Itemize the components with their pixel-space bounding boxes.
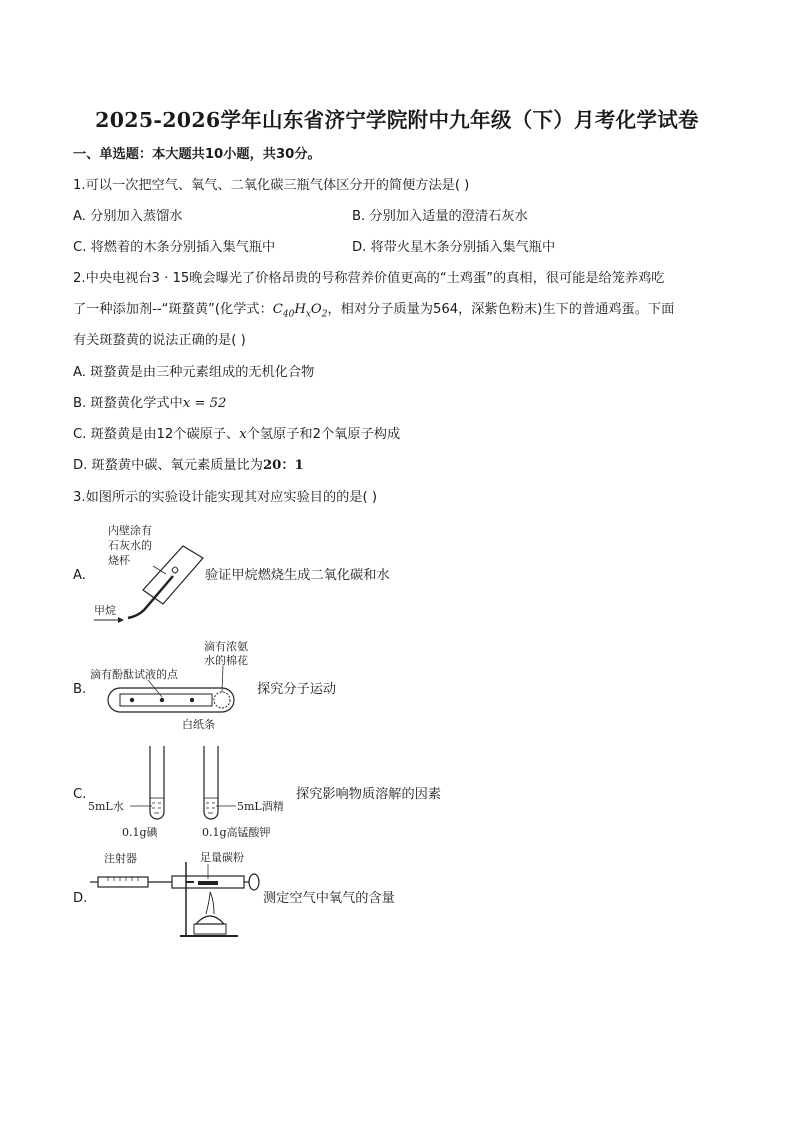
syringe-label: 注射器 — [104, 852, 137, 865]
left-liquid-label: 5mL水 — [88, 800, 124, 813]
q3-option-c-letter: C. — [73, 787, 87, 802]
q2-option-a: A. 斑蝥黄是由三种元素组成的无机化合物 — [73, 365, 315, 380]
q2-stem-line2-a: 了一种添加剂--“斑蝥黄”(化学式： — [73, 302, 273, 317]
q2-option-d — [73, 457, 304, 475]
tilted-beaker — [143, 546, 203, 604]
page-title: 2025-2026学年山东省济宁学院附中九年级（下）月考化学试卷 — [95, 108, 699, 132]
molecule-motion-figure — [88, 640, 248, 732]
section-heading: 一、单选题：本大题共10小题，共30分。 — [73, 147, 321, 162]
q1-option-d: D. 将带火星木条分别插入集气瓶中 — [352, 240, 556, 255]
oxygen-measurement-figure — [88, 848, 268, 944]
dissolution-figure — [86, 742, 296, 842]
gas-flow-arrowhead — [118, 617, 124, 623]
cotton-ball — [214, 692, 230, 708]
q2-option-c — [73, 426, 400, 444]
q2-stem-line2 — [73, 301, 674, 324]
left-liquid-hatch — [152, 803, 161, 813]
carbon-powder-label: 足量碳粉 — [200, 851, 244, 864]
formula-c: C — [272, 302, 283, 317]
syringe-barrel — [98, 877, 148, 887]
q2-option-c-suffix: 个氢原子和2个氧原子构成 — [246, 427, 401, 442]
q2-option-d-ratio: 20：1 — [262, 458, 304, 473]
q2-stem-line3: 有关斑蝥黄的说法正确的是( ) — [73, 333, 246, 348]
q3-option-b-caption: 探究分子运动 — [257, 682, 337, 697]
q3-stem: 3.如图所示的实验设计能实现其对应实验目的的是( ) — [73, 490, 377, 505]
beaker-label-line2: 石灰水的 — [108, 539, 152, 552]
q3-option-d-caption: 测定空气中氧气的含量 — [263, 891, 395, 906]
formula-h: H — [294, 302, 306, 317]
lamp-base — [194, 924, 226, 934]
indicator-dot — [130, 698, 134, 702]
q3-option-c-caption: 探究影响物质溶解的因素 — [296, 787, 442, 802]
indicator-dot — [160, 698, 164, 702]
beaker-label-line1: 内壁涂有 — [108, 524, 152, 537]
alcohol-lamp — [196, 916, 224, 924]
formula-o: O — [310, 302, 322, 317]
cotton-label-line2: 水的棉花 — [204, 654, 248, 667]
q2-option-b-prefix: B. 斑蝥黄化学式中 — [73, 396, 183, 411]
balloon — [249, 874, 259, 890]
right-liquid-label: 5mL酒精 — [237, 800, 284, 813]
q2-option-c-var: x — [239, 427, 247, 442]
carbon-powder — [198, 881, 218, 885]
flame — [172, 567, 178, 573]
q1-option-b: B. 分别加入适量的澄清石灰水 — [352, 209, 528, 224]
q1-option-a: A. 分别加入蒸馏水 — [73, 209, 183, 224]
formula-c-sub: 40 — [282, 309, 295, 320]
q3-option-b-letter: B. — [73, 682, 87, 697]
lamp-flame — [206, 892, 214, 914]
q3-option-a-letter: A. — [73, 568, 86, 583]
q3-option-d-letter: D. — [73, 891, 88, 906]
methane-label: 甲烷 — [94, 604, 116, 617]
methane-beaker-figure — [88, 518, 208, 628]
left-solid-label: 0.1g碘 — [122, 826, 158, 839]
formula-o-sub: 2 — [321, 309, 328, 320]
q3-option-a-caption: 验证甲烷燃烧生成二氧化碳和水 — [205, 568, 390, 583]
indicator-dot — [190, 698, 194, 702]
formula-h-sub: x — [305, 309, 311, 320]
q2-option-b-math: x = 52 — [182, 396, 227, 411]
paper-strip-label: 白纸条 — [182, 718, 215, 731]
q2-stem-line1: 2.中央电视台3 · 15晚会曝光了价格昂贵的号称营养价值更高的“土鸡蛋”的真相，很可能是给笼养鸡吃 — [73, 271, 665, 286]
phenolphthalein-label: 滴有酚酞试液的点 — [90, 668, 178, 681]
right-solid-label: 0.1g高锰酸钾 — [202, 826, 271, 839]
q2-option-d-prefix: D. 斑蝥黄中碳、氧元素质量比为 — [73, 458, 263, 473]
q1-stem: 1.可以一次把空气、氧气、二氧化碳三瓶气体区分开的简便方法是( ) — [73, 178, 470, 193]
q1-option-c: C. 将燃着的木条分别插入集气瓶中 — [73, 240, 276, 255]
right-liquid-hatch — [206, 803, 215, 813]
q2-stem-line2-b: ，相对分子质量为564，深紫色粉末)生下的普通鸡蛋。下面 — [327, 302, 675, 317]
q2-option-b — [73, 395, 226, 413]
q2-option-c-prefix: C. 斑蝥黄是由12个碳原子、 — [73, 427, 240, 442]
cotton-label-line1: 滴有浓氨 — [204, 640, 248, 653]
beaker-label-line3: 烧杯 — [108, 554, 130, 567]
